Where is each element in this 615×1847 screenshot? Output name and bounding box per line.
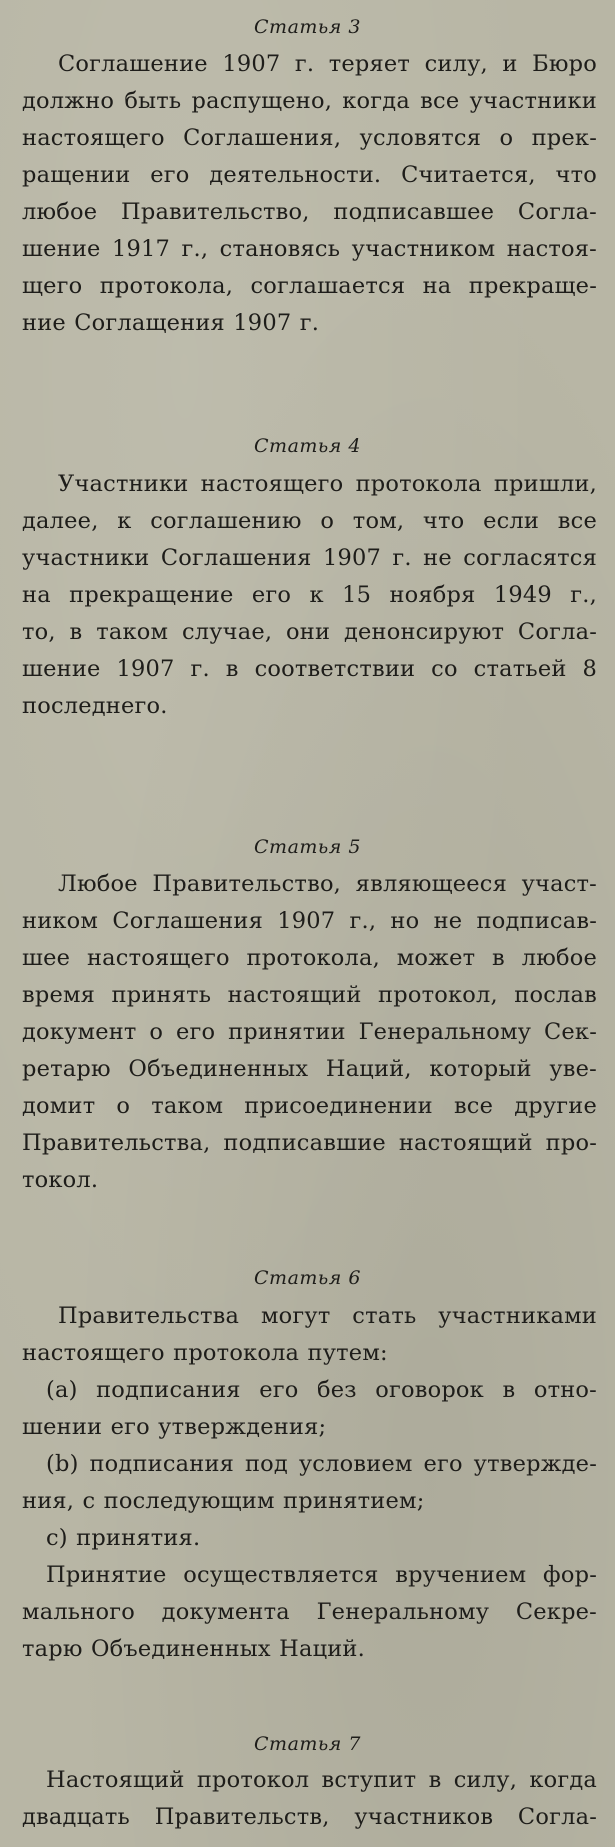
text-line: домит о таком присоединении все другие xyxy=(22,1093,597,1119)
article-heading: Статья 4 xyxy=(254,435,361,457)
text-line: ретарю Объединенных Наций, который уве- xyxy=(22,1056,597,1082)
text-line: ником Соглашения 1907 г., но не подписав- xyxy=(22,908,597,934)
text-line: мального документа Генеральному Секре- xyxy=(22,1599,597,1625)
text-line: с) принятия. xyxy=(46,1525,201,1551)
text-line: Участники настоящего протокола пришли, xyxy=(58,471,597,497)
text-line: далее, к соглашению о том, что если все xyxy=(22,508,597,534)
article-text xyxy=(22,1298,597,1668)
text-line: Правительства, подписавшие настоящий про- xyxy=(22,1130,597,1156)
text-line: ние Соглащения 1907 г. xyxy=(22,310,320,336)
text-line: любое Правительство, подписавшее Согла- xyxy=(22,199,597,225)
text-line: (а) подписания его без оговорок в отно- xyxy=(46,1377,597,1403)
text-line: ния, с последующим принятием; xyxy=(22,1488,425,1514)
text-line: ращении его деятельности. Считается, что xyxy=(22,162,597,188)
text-line: Соглашение 1907 г. теряет силу, и Бюро xyxy=(58,51,597,77)
article-heading: Статья 7 xyxy=(254,1733,361,1755)
text-line: (b) подписания под условием его утвержде- xyxy=(46,1451,597,1477)
text-line: двадцать Правительств, участников Согла- xyxy=(22,1804,597,1830)
article-heading: Статья 3 xyxy=(254,16,361,38)
text-line: шее настоящего протокола, может в любое xyxy=(22,945,597,971)
text-line: участники Соглашения 1907 г. не согласятся xyxy=(22,545,597,571)
article-heading: Статья 5 xyxy=(254,836,361,858)
article-text xyxy=(22,46,597,342)
text-line: токол. xyxy=(22,1167,99,1193)
article-heading: Статья 6 xyxy=(254,1267,361,1289)
text-line: шение 1907 г. в соответствии со статьей 8 xyxy=(22,656,597,682)
text-line: щего протокола, соглашается на прекраще- xyxy=(22,273,597,299)
text-line: то, в таком случае, они денонсируют Согла- xyxy=(22,619,597,645)
text-line: Правительства могут стать участниками xyxy=(58,1303,597,1329)
article-text xyxy=(22,466,597,725)
text-line: Любое Правительство, являющееся участ- xyxy=(58,871,597,897)
text-line: должно быть распущено, когда все участники xyxy=(22,88,597,114)
text-line: шении его утверждения; xyxy=(22,1414,327,1440)
text-line: документ о его принятии Генеральному Сек- xyxy=(22,1019,597,1045)
article-text xyxy=(22,866,597,1199)
text-line: тарю Объединенных Наций. xyxy=(22,1636,365,1662)
text-line: последнего. xyxy=(22,693,168,719)
article-text xyxy=(22,1762,597,1836)
text-line: время принять настоящий протокол, послав xyxy=(22,982,597,1008)
text-line: настоящего Соглашения, условятся о прек- xyxy=(22,125,597,151)
text-line: на прекращение его к 15 ноября 1949 г., xyxy=(22,582,597,608)
text-line: Принятие осуществляется вручением фор- xyxy=(46,1562,597,1588)
text-line: настоящего протокола путем: xyxy=(22,1340,388,1366)
text-line: Настоящий протокол вступит в силу, когда xyxy=(46,1767,597,1793)
text-line: шение 1917 г., становясь участником настоя- xyxy=(22,236,597,262)
